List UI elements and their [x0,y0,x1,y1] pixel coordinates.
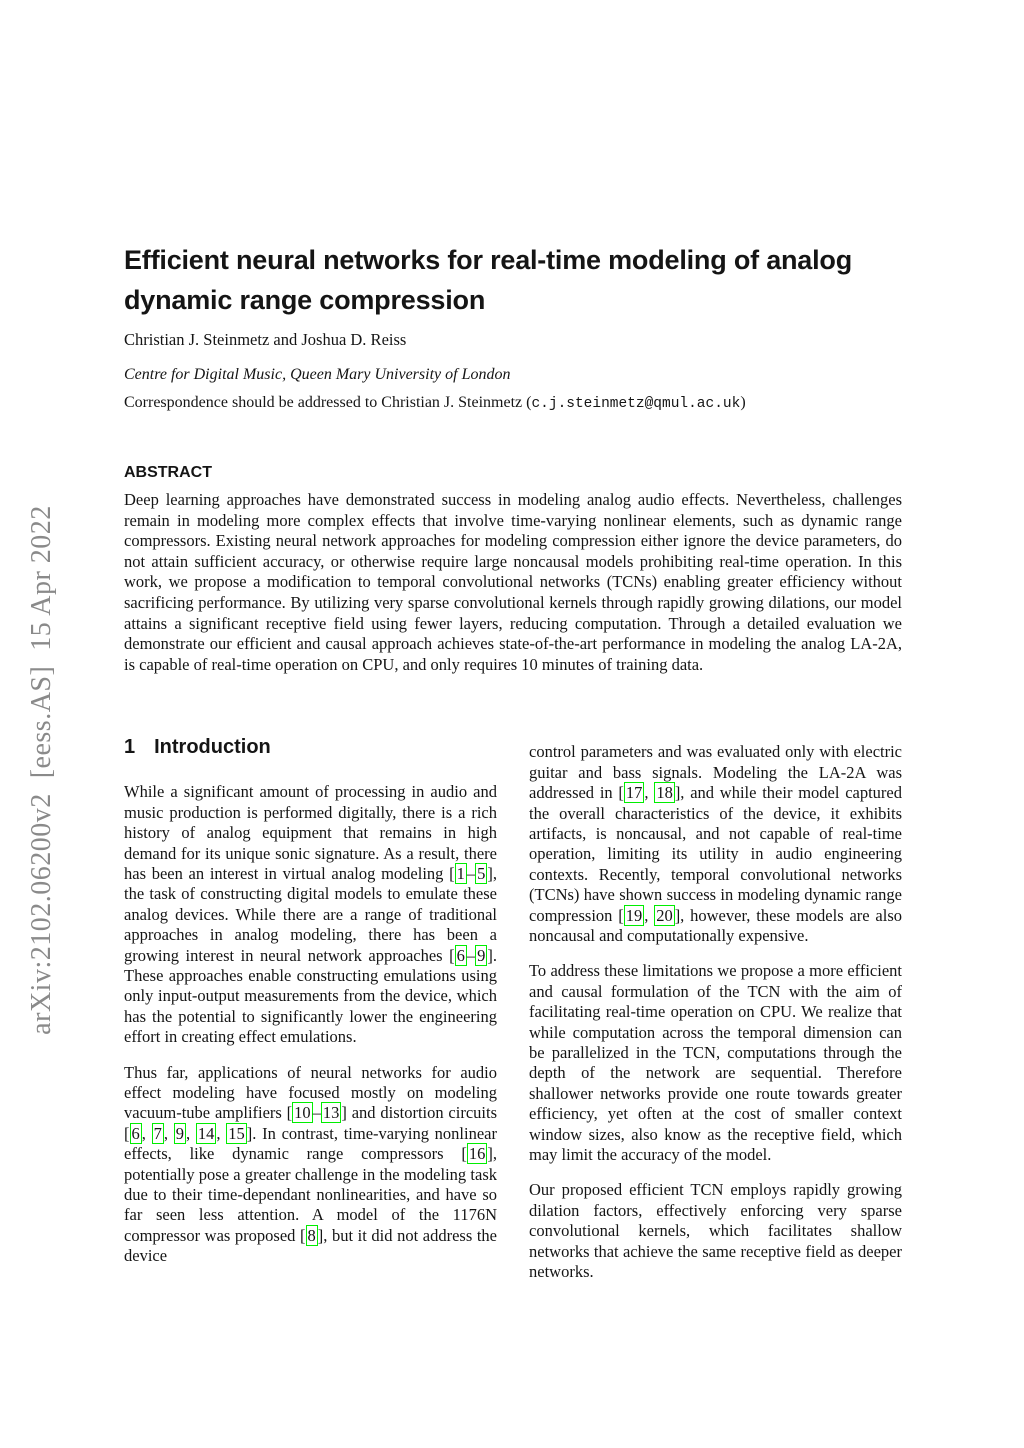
citation-link[interactable]: 1 [456,863,465,883]
abstract-heading: ABSTRACT [124,464,212,481]
text-run: To address these limitations we propose a more efficient and causal formulation of the TCN with the aim of facilitating real-time operation on CPU. We realize that while computation across the temporal dimension can be parallelized in the TCN, computations through the depth of the network are sequential. Therefore shallower networks provide one route towards greater efficiency, yet often at the cost of smaller context window sizes, also know as the receptive field, which may limit the accuracy of the model. [529,961,902,1165]
citation-link[interactable]: 6 [456,945,465,965]
text-run: – [312,1103,321,1123]
intro-paragraph-3 [529,742,902,946]
citation-link[interactable]: 7 [153,1123,162,1143]
text-run: ], however, these models are also noncausal and computationally expensive. [529,905,902,945]
intro-paragraph-1 [124,782,497,1047]
affiliation-line: Centre for Digital Music, Queen Mary University of London [124,366,511,383]
citation-link[interactable]: 13 [322,1103,340,1123]
text-run: ], potentially pose a greater challenge in the modeling task due to their time-dependant nonlinearities, and have so far seen less attention. A model of the 1176N compressor was proposed [ [124,1144,497,1245]
citation-link[interactable]: 17 [625,783,643,803]
arxiv-watermark-text: arXiv:2102.06200v2 [eess.AS] 15 Apr 2022 [26,505,57,1035]
correspondence-suffix: ) [740,394,746,411]
section-heading-introduction [124,735,497,759]
text-run: , [186,1123,196,1143]
left-column [124,735,497,1282]
two-column-body [124,735,902,1282]
correspondence-line [124,393,902,414]
text-run: , [644,783,655,803]
authors-line: Christian J. Steinmetz and Joshua D. Reiss [124,330,407,349]
abstract-body: Deep learning approaches have demonstrated success in modeling analog audio effects. Nevertheless, challenges remain in modeling more complex effects that involve time-varying nonlinear elements, such as dynamic range compressors. Existing neural network approaches for modeling compression either ignore the device parameters, do not attain sufficient accuracy, or otherwise require large noncausal models prohibiting real-time operation. In this work, we propose a modification to temporal convolutional networks (TCNs) enabling greater efficiency without sacrificing performance. By utilizing very sparse convolutional kernels through rapidly growing dilations, our model attains a significant receptive field using fewer layers, reducing computation. Through a detailed evaluation we demonstrate our efficient and causal approach achieves state-of-the-art performance in modeling the analog LA-2A, is capable of real-time operation on CPU, and only requires 10 minutes of training data. [124,490,902,674]
text-run: – [466,945,476,965]
paper-content [124,240,902,1283]
text-run: control parameters and was evaluated only with electric guitar and bass signals. Modeling the LA-2A was addressed in [ [529,742,902,803]
correspondence-email-link[interactable]: c.j.steinmetz@qmul.ac.uk [531,396,741,412]
intro-paragraph-2 [124,1063,497,1267]
text-run: – [466,863,476,883]
text-run: Our proposed efficient TCN employs rapidly growing dilation factors, effectively enforcing very sparse convolutional kernels, which facilitates shallow networks that achieve the same receptive field as deeper networks. [529,1180,902,1282]
text-run: While a significant amount of processing in audio and music production is performed digitally, there is a rich history of analog equipment that remains in high demand for its unique sonic signature. As a result, there has been an interest in virtual analog modeling [ [124,782,497,883]
citation-link[interactable]: 9 [477,945,486,965]
citation-link[interactable]: 15 [228,1123,245,1143]
citation-link[interactable]: 8 [307,1225,316,1245]
citation-link[interactable]: 5 [477,863,486,883]
citation-link[interactable]: 19 [625,905,643,925]
paper-title-line2: dynamic range compression [124,285,486,315]
arxiv-watermark [26,420,66,1120]
intro-paragraph-5 [529,1180,902,1282]
correspondence-prefix: Correspondence should be addressed to Christian J. Steinmetz ( [124,394,532,411]
text-run: , [141,1123,152,1143]
text-run: ] and distortion circuits [ [124,1103,497,1143]
text-run: ], and while their model captured the overall characteristics of the device, it exhibits artifacts, is noncausal, and not capable of real-time operation, limiting its utility in audio engineering contexts. Recently, temporal convolutional networks (TCNs) have shown success in modeling dynamic range compression [ [529,783,902,925]
section-title: Introduction [154,736,271,759]
text-run: ], but it did not address the device [124,1225,497,1266]
citation-link[interactable]: 9 [175,1123,184,1143]
text-run: , [216,1123,227,1143]
text-run: Thus far, applications of neural networks for audio effect modeling have focused mostly on modeling vacuum-tube amplifiers [ [124,1062,497,1123]
text-run: ], the task of constructing digital models to emulate these analog devices. While there are a range of traditional approaches in analog modeling, there has been a growing interest in neural network approaches [ [124,863,497,965]
right-column [529,735,902,1282]
paper-title [124,240,902,320]
text-run: ]. These approaches enable constructing emulations using only input-output measurements from the device, which has the potential to significantly lower the engineering effort in creating effect emulations. [124,945,497,1047]
citation-link[interactable]: 10 [294,1103,311,1123]
citation-link[interactable]: 18 [656,783,673,803]
text-run: , [644,905,655,925]
citation-link[interactable]: 16 [468,1144,486,1164]
citation-link[interactable]: 6 [131,1123,140,1143]
citation-link[interactable]: 20 [656,905,673,925]
text-run: , [163,1123,174,1143]
intro-paragraph-4 [529,961,902,1165]
text-run: ]. In contrast, time-varying nonlinear effects, like dynamic range compressors [ [124,1123,497,1164]
section-number: 1 [124,736,136,759]
citation-link[interactable]: 14 [197,1123,215,1143]
paper-title-line1: Efficient neural networks for real-time modeling of analog [124,245,853,275]
